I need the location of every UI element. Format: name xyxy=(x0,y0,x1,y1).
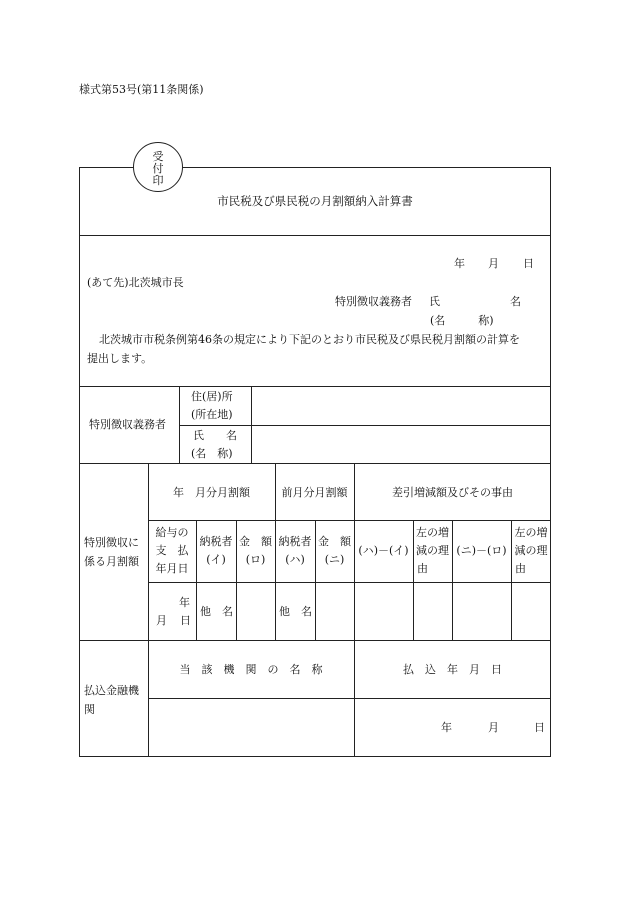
divider-sec2 xyxy=(79,640,551,641)
sec2-label-2: 係る月割額 xyxy=(84,555,139,568)
col-taxpayer-ha-1: 納税者 xyxy=(278,535,312,548)
pay-date-year: 年 xyxy=(441,721,452,734)
col-amount-ni-2: (ニ) xyxy=(324,553,345,566)
header-paydate: 払 込 年 月 日 xyxy=(403,663,502,676)
stamp-char-3: 印 xyxy=(152,174,164,187)
row-year: 年 xyxy=(179,596,190,609)
name-label: 氏 名 xyxy=(193,429,237,442)
sec2-hline-2 xyxy=(148,582,551,583)
col-reason1-2: 減の理 xyxy=(416,544,449,557)
obligor-mei: 名 xyxy=(510,295,521,308)
obligor-shi: 氏 xyxy=(429,295,440,308)
divider-title xyxy=(79,235,551,236)
stamp-char-2: 付 xyxy=(152,162,164,175)
col-reason2-3: 由 xyxy=(515,562,526,575)
sec1-label: 特別徴収義務者 xyxy=(89,418,166,431)
sec3-label-1: 払込金融機 xyxy=(84,684,139,697)
col-payday-3: 年月日 xyxy=(155,562,189,575)
divider-header xyxy=(79,386,551,387)
header-previous-month: 前月分月割額 xyxy=(281,486,348,499)
col-amount-ro-2: (ロ) xyxy=(245,553,266,566)
statement-line1: 北茨城市市税条例第46条の規定により下記のとおり市民税及び県民税月割額の計算を xyxy=(99,333,520,346)
stamp-char-1: 受 xyxy=(152,150,164,163)
col-diff-2: (ニ)－(ロ) xyxy=(456,544,507,557)
form-number: 様式第53号(第11条関係) xyxy=(79,83,204,96)
header-institution: 当 該 機 関 の 名 称 xyxy=(179,663,323,676)
statement-line2: 提出します。 xyxy=(87,352,153,365)
col-taxpayer-i-2: (イ) xyxy=(206,553,226,566)
sec2-vline-h xyxy=(511,520,512,640)
sec3-label-2: 関 xyxy=(84,703,95,716)
pay-date-month: 月 xyxy=(488,721,499,734)
addressee: (あて先)北茨城市長 xyxy=(87,276,184,289)
address-label: 住(居)所 xyxy=(191,390,233,403)
name-sub: (名 称) xyxy=(191,447,233,460)
address-sub: (所在地) xyxy=(191,408,233,421)
date-month: 月 xyxy=(488,257,499,270)
header-diff: 差引増減額及びその事由 xyxy=(392,486,513,499)
date-day: 日 xyxy=(523,257,534,270)
header-current-month: 年 月分月割額 xyxy=(173,486,250,499)
col-reason1-3: 由 xyxy=(417,562,428,575)
others-name-1: 他 名 xyxy=(200,605,233,618)
col-reason2-1: 左の増 xyxy=(514,526,548,539)
col-payday-1: 給与の xyxy=(155,526,189,539)
row-day: 日 xyxy=(180,614,191,627)
col-amount-ni-1: 金 額 xyxy=(318,535,351,548)
others-name-2: 他 名 xyxy=(279,605,312,618)
col-diff-1: (ハ)－(イ) xyxy=(358,544,409,557)
date-year: 年 xyxy=(454,257,465,270)
row-month: 月 xyxy=(156,614,167,627)
col-reason2-2: 減の理 xyxy=(514,544,548,557)
divider-sec1 xyxy=(79,463,551,464)
form-title: 市民税及び県民税の月割額納入計算書 xyxy=(217,194,413,208)
col-reason1-1: 左の増 xyxy=(416,526,449,539)
col-payday-2: 支 払 xyxy=(155,544,189,557)
pay-date-day: 日 xyxy=(534,721,545,734)
col-amount-ro-1: 金 額 xyxy=(239,535,272,548)
sec1-hline xyxy=(179,425,551,426)
sec2-vline-f xyxy=(413,520,414,640)
sec2-label-1: 特別徴収に xyxy=(84,536,139,549)
sec2-hline-1 xyxy=(148,520,551,521)
sec2-vline-g xyxy=(452,520,453,640)
col-taxpayer-i-1: 納税者 xyxy=(199,535,233,548)
obligor-name-paren: (名 称) xyxy=(430,314,494,327)
sec3-hline xyxy=(148,698,551,699)
receipt-stamp xyxy=(133,142,183,192)
col-taxpayer-ha-2: (ハ) xyxy=(285,553,305,566)
obligor-label: 特別徴収義務者 xyxy=(335,295,412,308)
